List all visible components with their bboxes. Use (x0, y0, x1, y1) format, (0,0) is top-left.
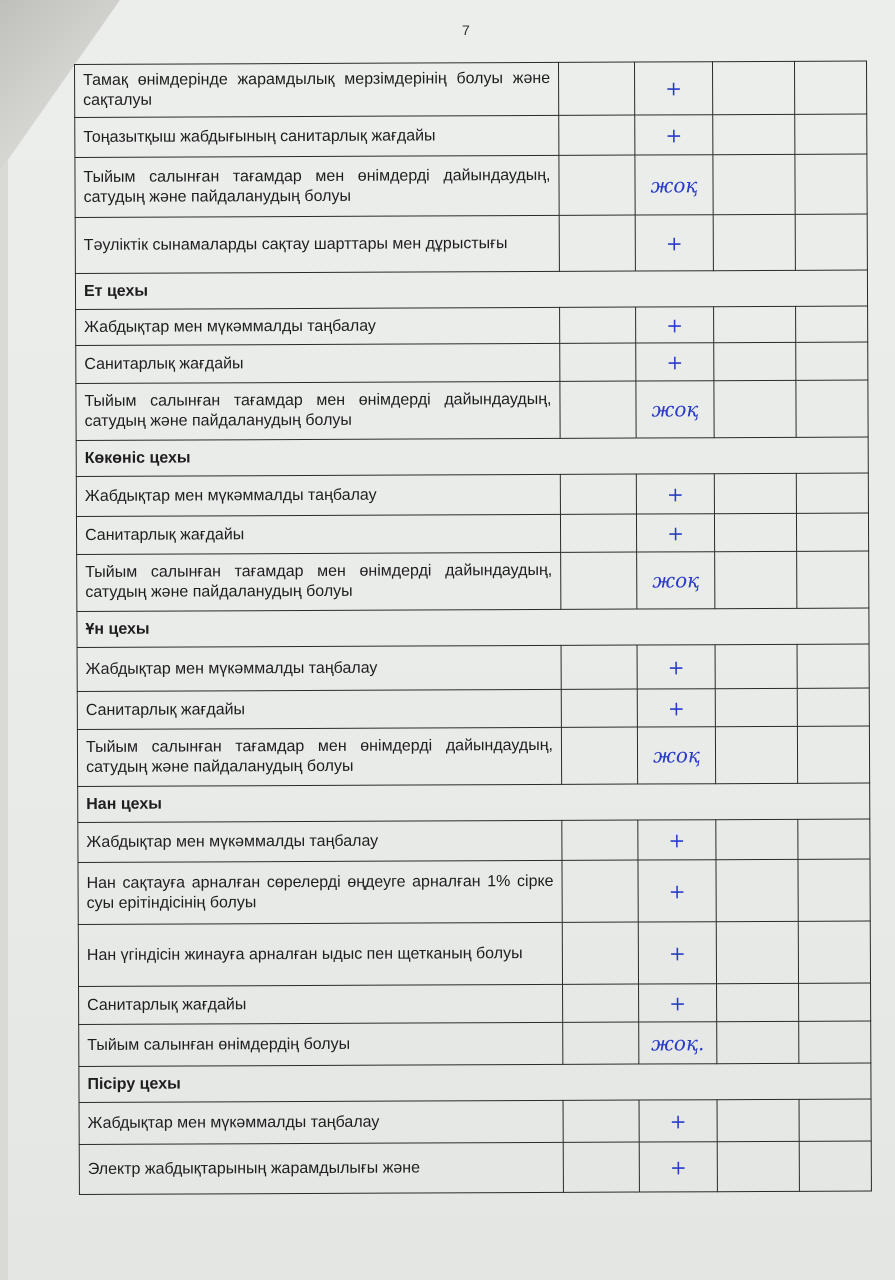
empty-cell (797, 551, 869, 608)
criterion-label: Тоңазытқыш жабдығының санитарлық жағдайы (75, 115, 559, 157)
table-row (76, 513, 868, 554)
criterion-label: Тыйым салынған тағамдар мен өнімдерді дайындаудың, сатудың және пайдаланудың болуы (77, 552, 561, 611)
table-row (76, 342, 868, 383)
empty-cell (799, 1021, 871, 1063)
inspection-checklist-table (74, 61, 872, 1195)
empty-cell (798, 819, 870, 859)
empty-cell (795, 114, 867, 154)
empty-cell (796, 513, 868, 551)
empty-cell (562, 922, 638, 984)
table-row (79, 1021, 871, 1066)
empty-cell (560, 343, 636, 381)
section-heading: Нан цехы (78, 783, 870, 822)
empty-cell (715, 726, 797, 783)
empty-cell (560, 381, 636, 438)
criterion-label: Жабдықтар мен мүкәммалды таңбалау (77, 645, 561, 691)
empty-cell (559, 115, 635, 155)
section-heading: Ұн цехы (77, 608, 869, 647)
empty-cell (797, 726, 869, 783)
criterion-label: Тыйым салынған тағамдар мен өнімдерді дайындаудың, сатудың және пайдаланудың болуы (76, 381, 560, 440)
empty-cell (717, 1021, 799, 1063)
empty-cell (563, 1142, 639, 1192)
table-row (79, 1099, 871, 1144)
empty-cell (799, 983, 871, 1021)
empty-cell (715, 644, 797, 688)
table-row (78, 819, 870, 862)
empty-cell (712, 61, 794, 114)
handwritten-mark: + (636, 343, 714, 381)
criterion-label: Санитарлық жағдайы (79, 984, 563, 1024)
criterion-label: Нан сақтауға арналған сөрелерді өңдеуге арналған 1% сірке суы ерітіндісінің болуы (78, 860, 562, 924)
empty-cell (562, 820, 638, 860)
handwritten-mark: + (639, 1100, 717, 1142)
table-row (76, 473, 868, 516)
criterion-label: Электр жабдықтарының жарамдылығы және (79, 1142, 563, 1194)
handwritten-mark: + (638, 922, 716, 984)
empty-cell (713, 154, 795, 214)
criterion-label: Санитарлық жағдайы (76, 514, 560, 554)
section-row (76, 437, 868, 476)
empty-cell (559, 215, 635, 271)
empty-cell (560, 474, 636, 514)
empty-cell (561, 689, 637, 727)
table-row (75, 154, 867, 217)
empty-cell (797, 644, 869, 688)
table-row (76, 306, 868, 345)
table-row (75, 114, 867, 157)
section-heading: Ет цехы (75, 270, 867, 309)
criterion-label: Жабдықтар мен мүкәммалды таңбалау (76, 474, 560, 516)
section-heading: Пісіру цехы (79, 1063, 871, 1102)
handwritten-mark: жоқ (635, 155, 713, 215)
table-row (77, 551, 869, 611)
empty-cell (796, 342, 868, 380)
table-row (77, 726, 869, 786)
handwritten-mark: + (637, 645, 715, 689)
empty-cell (561, 727, 637, 784)
empty-cell (714, 306, 796, 342)
handwritten-mark: + (636, 514, 714, 552)
page-number: 7 (462, 22, 470, 38)
criterion-label: Тыйым салынған тағамдар мен өнімдерді дайындаудың, сатудың және пайдаланудың болуы (75, 155, 559, 217)
empty-cell (716, 819, 798, 859)
empty-cell (563, 1022, 639, 1064)
criterion-label: Тыйым салынған тағамдар мен өнімдерді дайындаудың, сатудың және пайдаланудың болуы (77, 727, 561, 786)
empty-cell (717, 983, 799, 1021)
section-row (79, 1063, 871, 1102)
table-row (79, 1141, 871, 1194)
empty-cell (713, 214, 795, 270)
criterion-label: Жабдықтар мен мүкәммалды таңбалау (79, 1100, 563, 1144)
empty-cell (563, 984, 639, 1022)
empty-cell (794, 61, 866, 114)
table-row (78, 921, 870, 986)
table-row (77, 644, 869, 691)
table-row (76, 380, 868, 440)
criterion-label: Санитарлық жағдайы (77, 689, 561, 729)
empty-cell (714, 342, 796, 380)
empty-cell (717, 1099, 799, 1141)
section-row (77, 608, 869, 647)
handwritten-mark: жоқ (637, 727, 715, 784)
empty-cell (715, 688, 797, 726)
empty-cell (798, 921, 870, 983)
table-row (75, 61, 867, 117)
empty-cell (559, 155, 635, 215)
empty-cell (716, 859, 798, 921)
handwritten-mark: + (637, 689, 715, 727)
handwritten-mark: + (636, 307, 714, 343)
handwritten-mark: жоқ (637, 552, 715, 609)
empty-cell (561, 552, 637, 609)
empty-cell (715, 551, 797, 608)
empty-cell (563, 1100, 639, 1142)
handwritten-mark: + (638, 860, 716, 922)
empty-cell (560, 514, 636, 552)
handwritten-mark: + (639, 984, 717, 1022)
criterion-label: Нан үгіндісін жинауға арналған ыдыс пен щетканың болуы (78, 922, 562, 986)
handwritten-mark: + (635, 215, 713, 271)
criterion-label: Жабдықтар мен мүкәммалды таңбалау (78, 820, 562, 862)
empty-cell (795, 214, 867, 270)
empty-cell (558, 62, 634, 115)
empty-cell (717, 1141, 799, 1191)
empty-cell (797, 688, 869, 726)
empty-cell (714, 380, 796, 437)
criterion-label: Жабдықтар мен мүкәммалды таңбалау (76, 307, 560, 345)
handwritten-mark: жоқ (636, 381, 714, 438)
section-heading: Көкөніс цехы (76, 437, 868, 476)
empty-cell (561, 645, 637, 689)
empty-cell (798, 859, 870, 921)
handwritten-mark: + (636, 474, 714, 514)
handwritten-mark: + (635, 115, 713, 155)
table-row (79, 983, 871, 1024)
empty-cell (796, 380, 868, 437)
criterion-label: Санитарлық жағдайы (76, 343, 560, 383)
empty-cell (799, 1141, 871, 1191)
empty-cell (796, 306, 868, 342)
empty-cell (714, 473, 796, 513)
empty-cell (799, 1099, 871, 1141)
criterion-label: Тыйым салынған өнімдердің болуы (79, 1022, 563, 1066)
table-row (77, 688, 869, 729)
table-row (78, 859, 870, 924)
empty-cell (714, 513, 796, 551)
empty-cell (716, 921, 798, 983)
handwritten-mark: + (634, 62, 712, 115)
handwritten-mark: жоқ. (639, 1022, 717, 1064)
empty-cell (795, 154, 867, 214)
empty-cell (713, 114, 795, 154)
section-row (75, 270, 867, 309)
criterion-label: Тәуліктік сынамаларды сақтау шарттары мен дұрыстығы (75, 215, 559, 273)
section-row (78, 783, 870, 822)
handwritten-mark: + (638, 820, 716, 860)
empty-cell (562, 860, 638, 922)
empty-cell (796, 473, 868, 513)
criterion-label: Тамақ өнімдерінде жарамдылық мерзімдерінің болуы және сақталуы (75, 62, 559, 117)
table-row (75, 214, 867, 273)
empty-cell (560, 307, 636, 343)
handwritten-mark: + (639, 1142, 717, 1192)
